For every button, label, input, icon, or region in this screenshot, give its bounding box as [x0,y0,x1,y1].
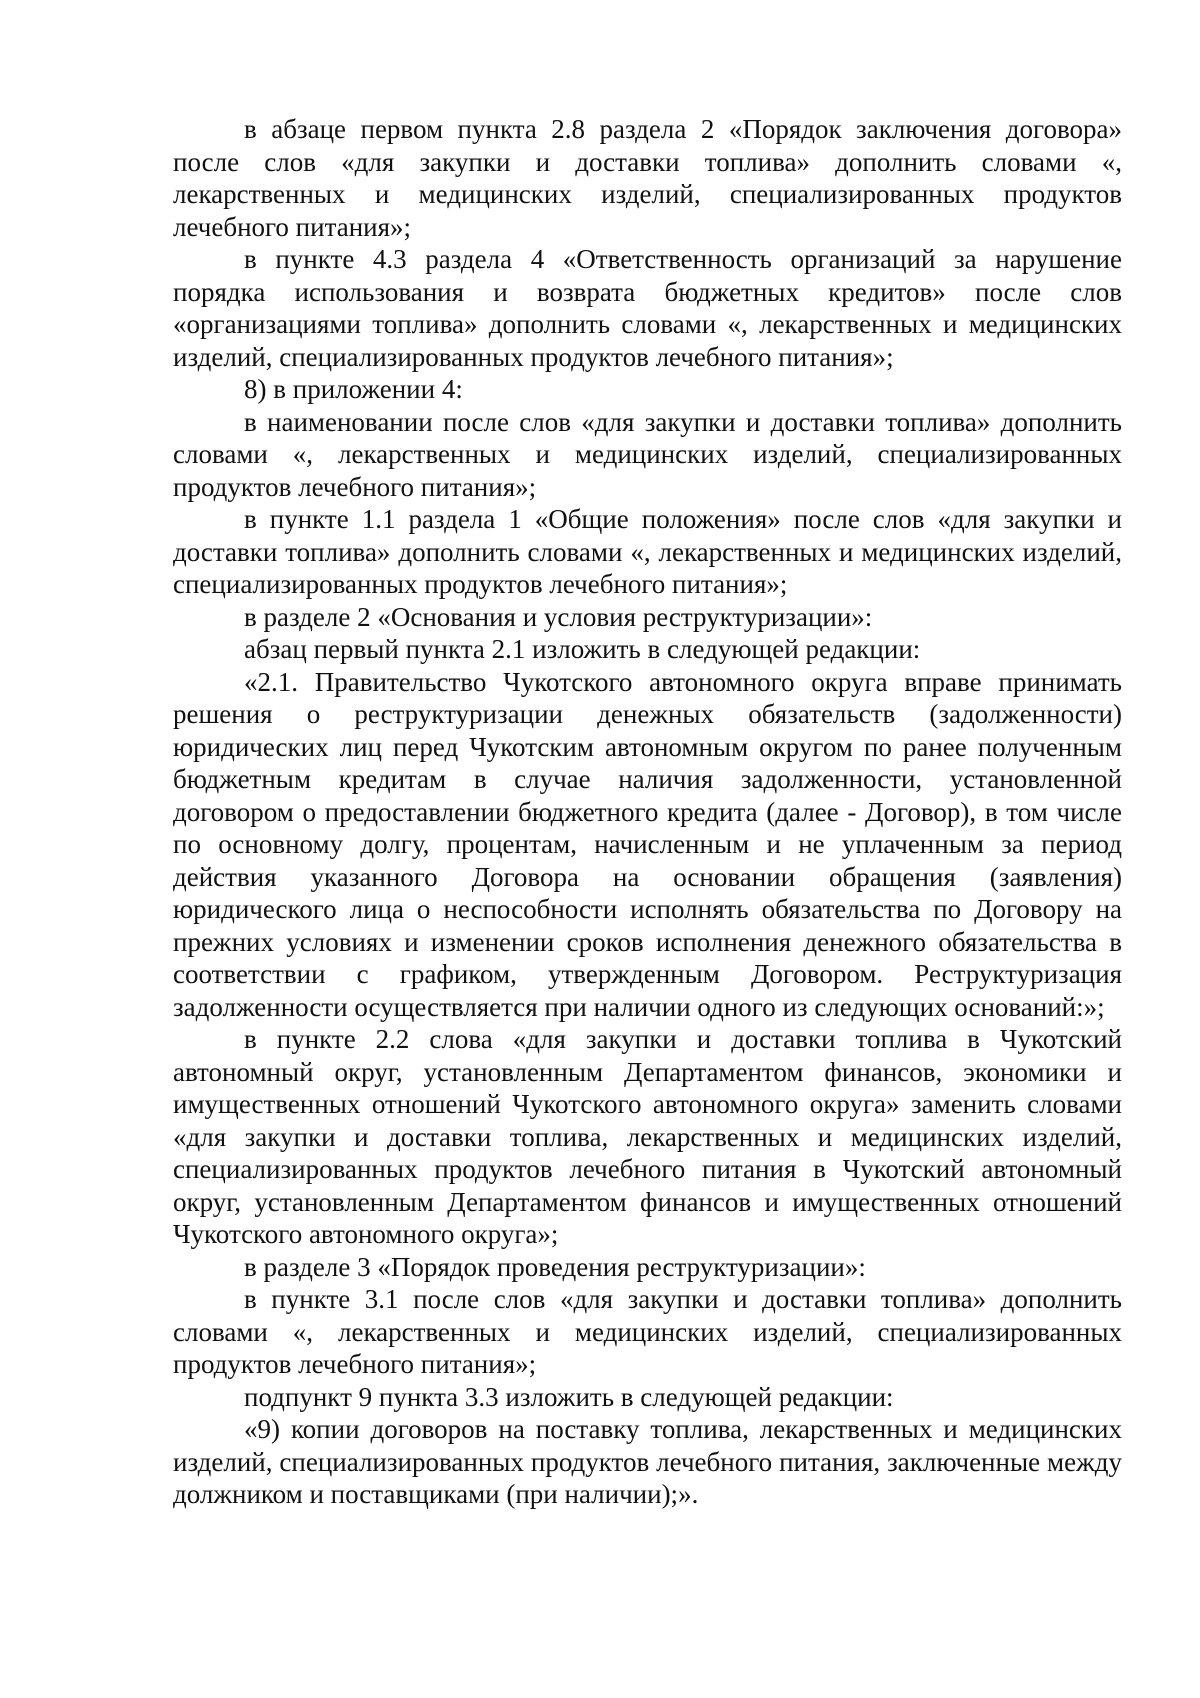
paragraph-amendment-1-1: в пункте 1.1 раздела 1 «Общие положения» после слов «для закупки и доставки топлива» дополнить словами «, лекарственных и медицинских изделий, специализированных продуктов лечебного питания»; [173,504,1122,599]
document-body [173,113,1122,1511]
paragraph-section-2: в разделе 2 «Основания и условия реструктуризации»: [244,601,873,632]
paragraph-3-3-intro: подпункт 9 пункта 3.3 изложить в следующей редакции: [244,1381,894,1412]
paragraph-amendment-3-1: в пункте 3.1 после слов «для закупки и доставки топлива» дополнить словами «, лекарственных и медицинских изделий, специализированных продуктов лечебного питания»; [173,1284,1122,1379]
paragraph-2-1-intro: абзац первый пункта 2.1 изложить в следующей редакции: [244,634,921,664]
paragraph-amendment-2-2: в пункте 2.2 слова «для закупки и доставки топлива в Чукотский автономный округ, установленным Департаментом финансов, экономики и имущественных отношений Чукотского автономного округа» заменить словами «для закупки и доставки топлива, лекарственных и медицинских изделий, специализированных продуктов лечебного питания в Чукотский автономный округ, установленным Департаментом финансов и имущественных отношений Чукотского автономного округа»; [173,1024,1122,1249]
paragraph-3-3-text: «9) копии договоров на поставку топлива, лекарственных и медицинских изделий, специализированных продуктов лечебного питания, заключенные между должником и поставщиками (при наличии);». [173,1414,1122,1509]
paragraph-title-amendment: в наименовании после слов «для закупки и доставки топлива» дополнить словами «, лекарственных и медицинских изделий, специализированных продуктов лечебного питания»; [173,406,1122,502]
paragraph-2-1-text: «2.1. Правительство Чукотского автономного округа вправе принимать решения о реструктуризации денежных обязательств (задолженности) юридических лиц перед Чукотским автономным округом по ранее полученным бюджетным кредитам в случае наличия задолженности, установленной договором о предоставлении бюджетного кредита (далее - Договор), в том числе по основному долгу, процентам, начисленным и не уплаченным за период действия указанного Договора на основании обращения (заявления) юридического лица о неспособности исполнять обязательства по Договору на прежних условиях и изменении сроков исполнения денежного обязательства в соответствии с графиком, утвержденным Договором. Реструктуризация задолженности осуществляется при наличии одного из следующих оснований:»; [173,666,1122,1022]
paragraph-amendment-2-8: в абзаце первом пункта 2.8 раздела 2 «Порядок заключения договора» после слов «для закупки и доставки топлива» дополнить словами «, лекарственных и медицинских изделий, специализированных продуктов лечебного питания»; [173,114,1122,242]
paragraph-amendment-4-3: в пункте 4.3 раздела 4 «Ответственность организаций за нарушение порядка использования и возврата бюджетных кредитов» после слов «организациями топлива» дополнить словами «, лекарственных и медицинских изделий, специализированных продуктов лечебного питания»; [173,244,1122,372]
paragraph-appendix-4: 8) в приложении 4: [244,374,463,404]
paragraph-section-3: в разделе 3 «Порядок проведения реструктуризации»: [244,1251,866,1282]
